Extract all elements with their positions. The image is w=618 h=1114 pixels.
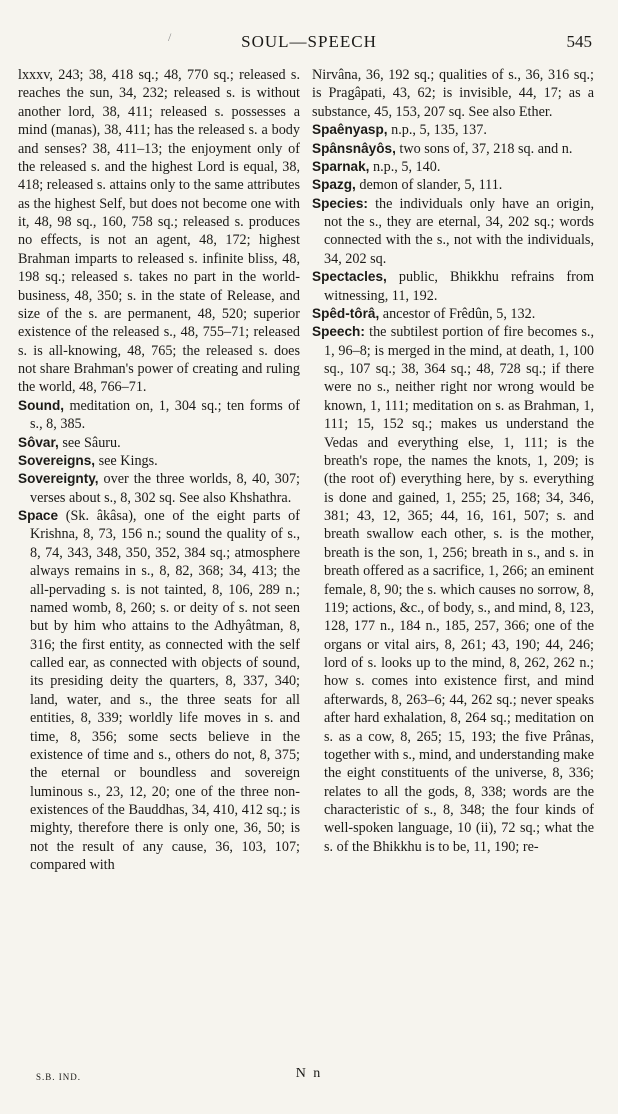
index-text: see Kings. (95, 452, 158, 469)
index-entry (18, 507, 300, 875)
index-entry (18, 66, 300, 397)
index-text: n.p., 5, 135, 137. (387, 122, 487, 139)
index-text: public, Bhikkhu refrains from witnessing, 11, 192. (324, 269, 594, 304)
index-entry (312, 323, 594, 856)
index-entry (312, 158, 594, 176)
index-term: Spêd-tôrâ, (312, 305, 380, 321)
index-entry (18, 452, 300, 470)
index-text: the subtilest portion of fire becomes s., 1, 96–8; is merged in the mind, at death, 1, 100 sq., 107 sq.; 38, 364 sq.; 48, 728 sq.; if there were no s., neither right nor wrong would be known, 1, 111; meditation on s. as Brahman, 1, 111; 15, 152 sq.; makes us understand the Vedas and everything else, 1, 111; is the breath's rope, the names the knots, 1, 209; is (the root of) everything here, by s. everything is done and gained, 1, 255; 25, 168; 34, 346, 381; 43, 12, 365; 44, 16, 161, 507; s. and breath swallow each other, s. is the mother, breath is the son, 1, 256; breath in s., and s. in breath offered as a sacrifice, 1, 266; an eminent female, 8, 90; the s. which causes no sorrow, 8, 119; actions, &c., of body, s., and mind, 8, 123, 128, 177 n., 184 n., 185, 257, 366; one of the organs or vital airs, 8, 261; 43, 190; 44, 246; lord of s. looks up to the mind, 8, 262, 262 n.; how s. comes into existence first, and mind afterwards, 8, 263–6; 44, 262 sq.; never speaks after hard exhalation, 8, 264 sq.; meditation on s. as a cow, 8, 265; 15, 193; the five Prânas, together with s., mind, and understanding make the eight constituents of the universe, 8, 336; relates to all the gods, 8, 338; words are the characteristic of s., 8, 348; the four kinds of well-spoken language, 10 (ii), 72 sq.; what the s. of the Bhikkhu is to be, 11, 190; re- (324, 324, 594, 855)
index-term: Spazg, (312, 177, 356, 193)
index-text: Nirvâna, 36, 192 sq.; qualities of s., 36, 316 sq.; is Pragâpati, 43, 62; is invisible, 44, 17; as a substance, 45, 153, 207 sq. See also Ether. (312, 67, 594, 120)
index-text: two sons of, 37, 218 sq. and n. (395, 140, 573, 157)
index-entry (312, 66, 594, 121)
index-text: see Sâuru. (58, 434, 121, 451)
index-entry (18, 434, 300, 452)
index-term: Sovereigns, (18, 452, 96, 468)
index-entry (18, 397, 300, 434)
index-term: Spânsnâyôs, (312, 140, 396, 156)
index-entry (312, 305, 594, 323)
series-mark: S.B. IND. (36, 1072, 82, 1082)
index-entry (18, 470, 300, 507)
index-text: over the three worlds, 8, 40, 307; verses about s., 8, 302 sq. See also Khshathra. (30, 471, 300, 506)
index-term: Speech: (312, 324, 365, 340)
index-entry (312, 176, 594, 194)
index-term: Spaênyasp, (312, 122, 388, 138)
index-text: (Sk. âkâsa), one of the eight parts of Krishna, 8, 73, 156 n.; sound the quality of s., 8, 74, 343, 348, 350, 352, 384 sq.; atmosphere always remains in s., 8, 82, 368; 34, 413; the all-pervading s. is not tainted, 8, 106, 289 n.; named womb, 8, 260; s. or deity of s. not seen but by him who attains to the Adhyâtman, 8, 316; the first entity, as connected with the self called ear, as connected with objects of sound, its presiding deity the quarters, 8, 337, 340; land, water, and s., the three seats for all entities, 8, 339; worldly life moves in s. and time, 8, 356; some sects believe in the existence of time and s., others do not, 8, 375; the eternal or boundless and sovereign luminous s., 23, 12, 20; one of the three non-existences of the Bauddhas, 34, 410, 412 sq.; is mighty, therefore there is only one, 36, 50; is not the result of any cause, 36, 103, 107; compared with (30, 508, 300, 874)
index-text: n.p., 5, 140. (369, 158, 441, 175)
index-term: Spectacles, (312, 269, 387, 285)
index-term: Sparnak, (312, 158, 370, 174)
running-head: SOUL—SPEECH (241, 32, 377, 51)
index-text: demon of slander, 5, 111. (355, 177, 503, 194)
right-column (312, 66, 594, 856)
index-text: the individuals only have an origin, not the s., they are eternal, 34, 202 sq.; words connected with the s., not with the individuals, 34, 202 sq. (324, 195, 594, 267)
index-text: meditation on, 1, 304 sq.; ten forms of s., 8, 385. (30, 397, 300, 433)
index-term: Sovereignty, (18, 471, 99, 487)
index-entry (312, 140, 594, 158)
index-term: Space (18, 508, 59, 523)
index-entry (312, 268, 594, 305)
index-term: Sound, (18, 397, 65, 413)
page-number: 545 (566, 32, 592, 51)
index-text: lxxxv, 243; 38, 418 sq.; 48, 770 sq.; released s. reaches the sun, 34, 232; released s. is without another lord, 38, 411; released s. possesses a mind (manas), 38, 411; has the released s. a body and senses? 38, 411–13; the enjoyment only of the released s. and the highest Lord is equal, 38, 418; released s. attains only to the same attributes as the highest Self, but does not become one with it, 48, 98 sq., 160, 758 sq.; released s. produces no effects, is not an agent, 48, 172; highest Brahman imparts to released s. infinite bliss, 48, 198 sq.; released s. takes no part in the world-business, 48, 350; s. in the state of Release, and size of the s. are permanent, 48, 520; superior existence of the released s., 48, 755–71; released s. is all-knowing, 48, 765; the released s. does not share Brahman's power of creating and ruling the world, 48, 766–71. (18, 67, 300, 396)
index-term: Species: (312, 195, 368, 211)
signature-mark: N n (295, 1066, 323, 1081)
index-entry (312, 121, 594, 139)
index-text: ancestor of Frêdûn, 5, 132. (379, 305, 536, 322)
margin-mark: / (168, 30, 172, 44)
index-term: Sôvar, (18, 434, 59, 450)
index-entry (312, 195, 594, 269)
left-column (18, 66, 300, 875)
